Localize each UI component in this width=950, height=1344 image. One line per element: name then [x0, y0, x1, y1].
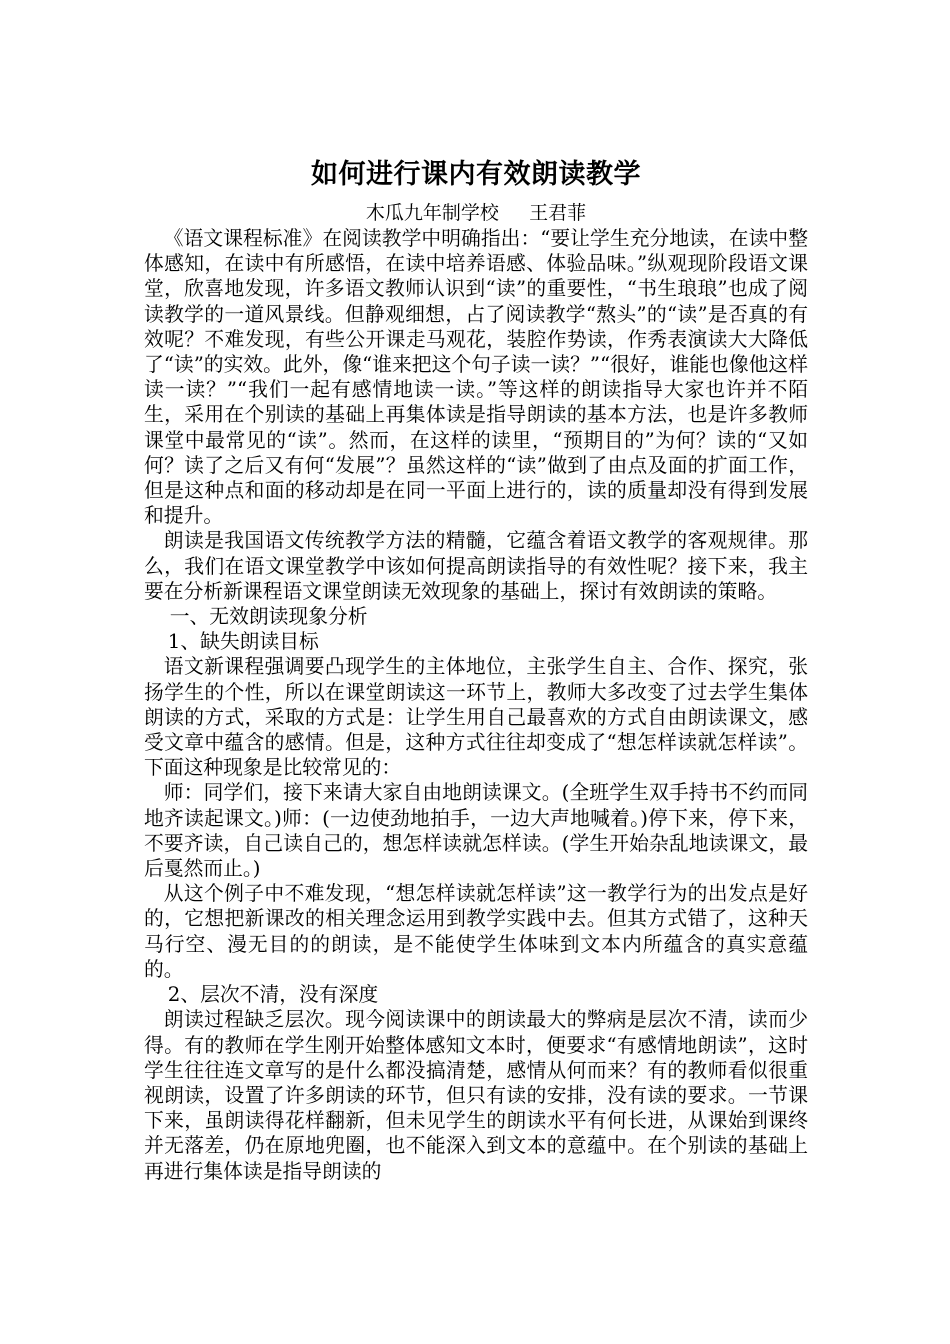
- document-body: [144, 226, 808, 1184]
- section-heading: 一、无效朗读现象分析: [169, 605, 368, 629]
- paragraph: 从这个例子中不难发现，“想怎样读就怎样读”这一教学行为的出发点是好的，它想把新课改的相关理念运用到教学实践中去。但其方式错了，这种天马行空、漫无目的的朗读，是不能使学生体味到文本内所蕴含的真实意蕴的。: [144, 882, 808, 981]
- paragraph: 《语文课程标准》在阅读教学中明确指出：“要让学生充分地读，在读中整体感知，在读中有所感悟，在读中培养语感、体验品味。”纵观现阶段语文课堂，欣喜地发现，许多语文教师认识到“读”的重要性，“书生琅琅”也成了阅读教学的一道风景线。但静观细想，占了阅读教学“熬头”的“读”是否真的有效呢？不难发现，有些公开课走马观花，装腔作势读，作秀表演读大大降低了“读”的实效。此外，像“谁来把这个句子读一读？”“很好，谁能也像他这样读一读？”“我们一起有感情地读一读。”等这样的朗读指导大家也许并不陌生，采用在个别读的基础上再集体读是指导朗读的基本方法，也是许多教师课堂中最常见的“读”。然而，在这样的读里，“预期目的”为何？读的“又如何？读了之后又有何“发展”？虽然这样的“读”做到了由点及面的扩面工作，但是这种点和面的移动却是在同一平面上进行的，读的质量却没有得到发展和提升。: [144, 227, 808, 528]
- subsection-heading: 1、缺失朗读目标: [167, 630, 319, 654]
- document-page: [144, 156, 808, 1184]
- paragraph: 朗读过程缺乏层次。现今阅读课中的朗读最大的弊病是层次不清，读而少得。有的教师在学生刚开始整体感知文本时，便要求“有感情地朗读”，这时学生往往连文章写的是什么都没搞清楚，感情从何而来？有的教师看似很重视朗读，设置了许多朗读的环节，但只有读的安排，没有读的要求。一节课下来，虽朗读得花样翻新，但未见学生的朗读水平有何长进，从课始到课终并无落差，仍在原地兜圈，也不能深入到文本的意蕴中。在个别读的基础上再进行集体读是指导朗读的: [144, 1008, 808, 1183]
- document-title: 如何进行课内有效朗读教学: [311, 159, 641, 190]
- paragraph: 朗读是我国语文传统教学方法的精髓，它蕴含着语文教学的客观规律。那么，我们在语文课堂教学中该如何提高朗读指导的有效性呢？接下来，我主要在分析新课程语文课堂朗读无效现象的基础上，探讨有效朗读的策略。: [144, 529, 808, 603]
- paragraph: 师：同学们，接下来请大家自由地朗读课文。(全班学生双手持书不约而同地齐读起课文。)师：(一边使劲地拍手，一边大声地喊着。)停下来，停下来，不要齐读，自己读自己的，想怎样读就怎样读。(学生开始杂乱地读课文，最后戛然而止。): [144, 781, 808, 881]
- author-line: 木瓜九年制学校 王君菲: [365, 202, 587, 224]
- subsection-heading: 2、层次不清，没有深度: [167, 983, 379, 1007]
- paragraph: 语文新课程强调要凸现学生的主体地位，主张学生自主、合作、探究，张扬学生的个性，所以在课堂朗读这一环节上，教师大多改变了过去学生集体朗读的方式，采取的方式是：让学生用自己最喜欢的方式自由朗读课文，感受文章中蕴含的感情。但是，这种方式往往却变成了“想怎样读就怎样读”。下面这种现象是比较常见的：: [144, 655, 808, 780]
